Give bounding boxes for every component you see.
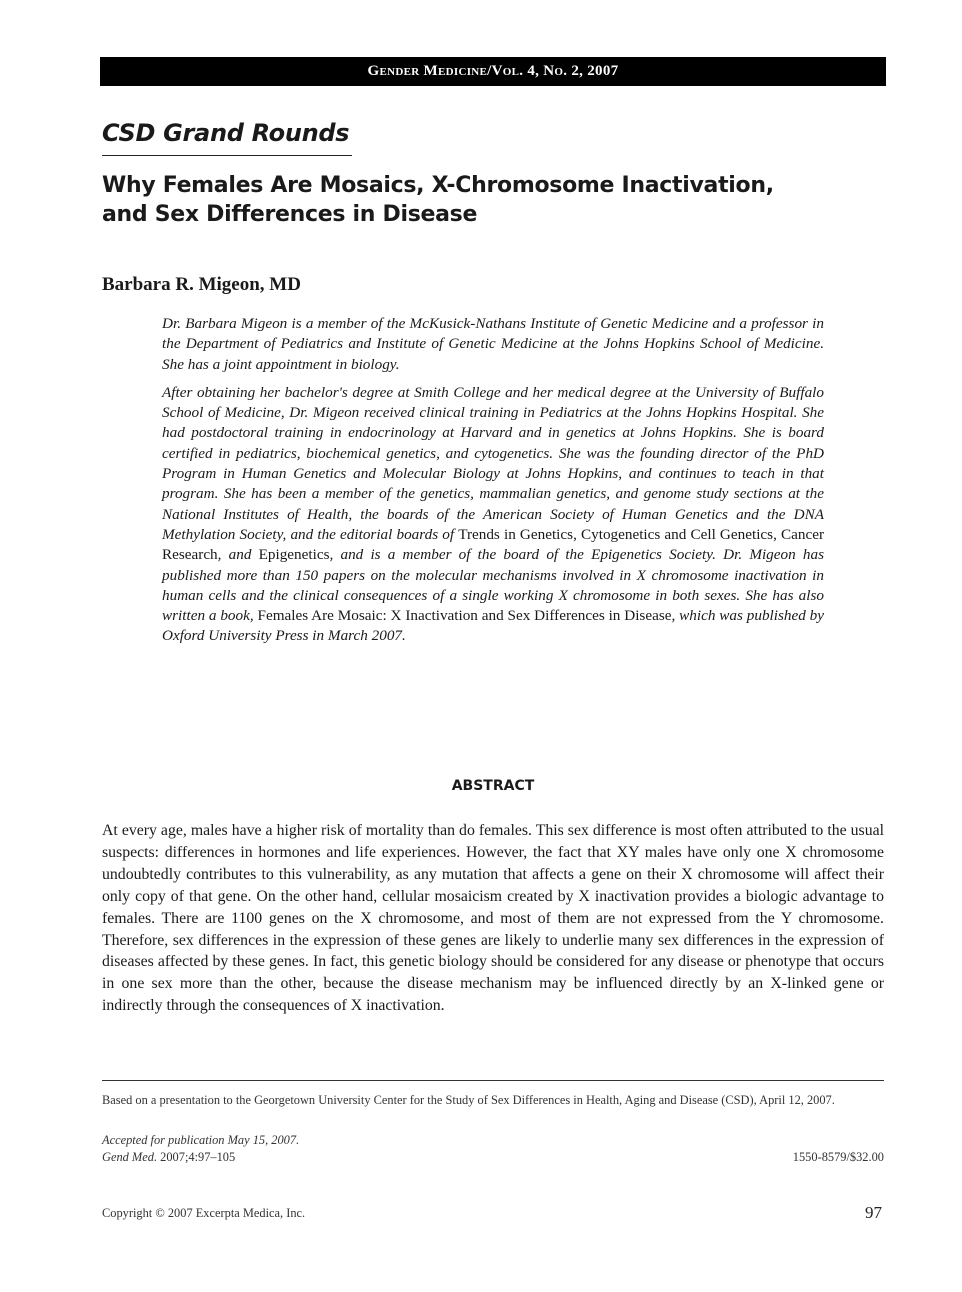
section-label: CSD Grand Rounds bbox=[102, 119, 350, 147]
bio-sep-1: , bbox=[573, 525, 581, 543]
bio-text-b: , and is a member of the board of the Epigenetics Society. Dr. Migeon has published more than 150 papers on the molecular mechanisms involved in X chromosome inactivation in human cells and the clinical consequences of a single working X chromosome in both sexes. She has also written a book, bbox=[162, 546, 824, 625]
abstract-text: At every age, males have a higher risk of mortality than do females. This sex difference is most often attributed to the usual suspects: differences in hormones and life experiences. However, the fact that XY males have only one X chromosome undoubtedly contributes to this vulnerability, as any mutation that affects a gene on their X chromosome will affect their only copy of that gene. On the other hand, cellular mosaicism created by X inactivation provides a biologic advantage to females. There are 1100 genes on the X chromosome, and most of them are not expressed from the Y chromosome. Therefore, sex differences in the expression of these genes are likely to underlie many sex differences in the expression of diseases affected by these genes. In fact, this genetic biology should be considered for any disease or phenotype that occurs in one sex more than the other, because the disease mechanism may be influenced directly by an X-linked gene or indirectly through the consequences of X inactivation. bbox=[102, 822, 884, 1015]
abstract-heading: ABSTRACT bbox=[451, 778, 535, 794]
section-rule bbox=[102, 155, 352, 156]
bio-text-c: , which was published by Oxford University Press in March 2007. bbox=[162, 607, 825, 645]
title-line-2: and Sex Differences in Disease bbox=[102, 202, 478, 227]
citation-ref: 2007;4:97–105 bbox=[157, 1150, 236, 1164]
bio-paragraph-2 bbox=[162, 383, 824, 647]
title-line-1: Why Females Are Mosaics, X-Chromosome Inactivation, bbox=[102, 173, 774, 198]
book-title: Females Are Mosaic: X Inactivation and Sex Differences in Disease bbox=[257, 607, 672, 625]
copyright-notice: Copyright © 2007 Excerpta Medica, Inc. bbox=[102, 1206, 306, 1220]
author-name: Barbara R. Migeon, MD bbox=[102, 274, 301, 295]
journal-cytogenetics: Cytogenetics and Cell Genetics bbox=[581, 525, 774, 543]
journal-name: Gender Medicine bbox=[367, 63, 488, 79]
page-number: 97 bbox=[865, 1203, 882, 1222]
bio-text-a: After obtaining her bachelor's degree at Smith College and her medical degree at the University of Buffalo School of Medicine, Dr. Migeon received clinical training in Pediatrics at the Johns Hopkins Hospital. She had postdoctoral training in endocrinology at Harvard and in genetics at Johns Hopkins. She is board certified in pediatrics, biochemical genetics, and cytogenetics. She was the founding director of the PhD Program in Human Genetics and Molecular Biology at Johns Hopkins, and continues to teach in that program. She has been a member of the genetics, mammalian genetics, and genome study sections at the National Institutes of Health, the boards of the American Society of Human Genetics and the DNA Methylation Society, and the editorial boards of bbox=[162, 383, 824, 543]
journal-trends-in-genetics: Trends in Genetics bbox=[458, 525, 574, 543]
bio-sep-2: , bbox=[773, 525, 781, 543]
header-separator: / bbox=[487, 63, 492, 79]
presentation-footnote: Based on a presentation to the Georgetown University Center for the Study of Sex Differences in Health, Aging and Disease (CSD), April 12, 2007. bbox=[102, 1093, 835, 1107]
citation-journal: Gend Med. bbox=[102, 1150, 158, 1164]
accepted-date: Accepted for publication May 15, 2007. bbox=[102, 1133, 300, 1147]
citation bbox=[102, 1149, 235, 1166]
journal-header-bar bbox=[100, 57, 886, 86]
bio-paragraph-1: Dr. Barbara Migeon is a member of the McKusick-Nathans Institute of Genetic Medicine and a professor in the Department of Pediatrics and Institute of Genetic Medicine at the Johns Hopkins School of Medicine. She has a joint appointment in biology. bbox=[162, 315, 824, 373]
journal-cancer-research: Cancer Research bbox=[162, 525, 825, 564]
issn-price: 1550-8579/$32.00 bbox=[792, 1150, 884, 1164]
bio-sep-3: , and bbox=[217, 546, 259, 564]
journal-epigenetics: Epigenetics bbox=[258, 546, 330, 564]
journal-volume: Vol. 4, No. 2, 2007 bbox=[491, 63, 619, 79]
footnote-rule bbox=[102, 1080, 884, 1081]
author-bio bbox=[162, 314, 824, 655]
article-title bbox=[102, 171, 862, 229]
